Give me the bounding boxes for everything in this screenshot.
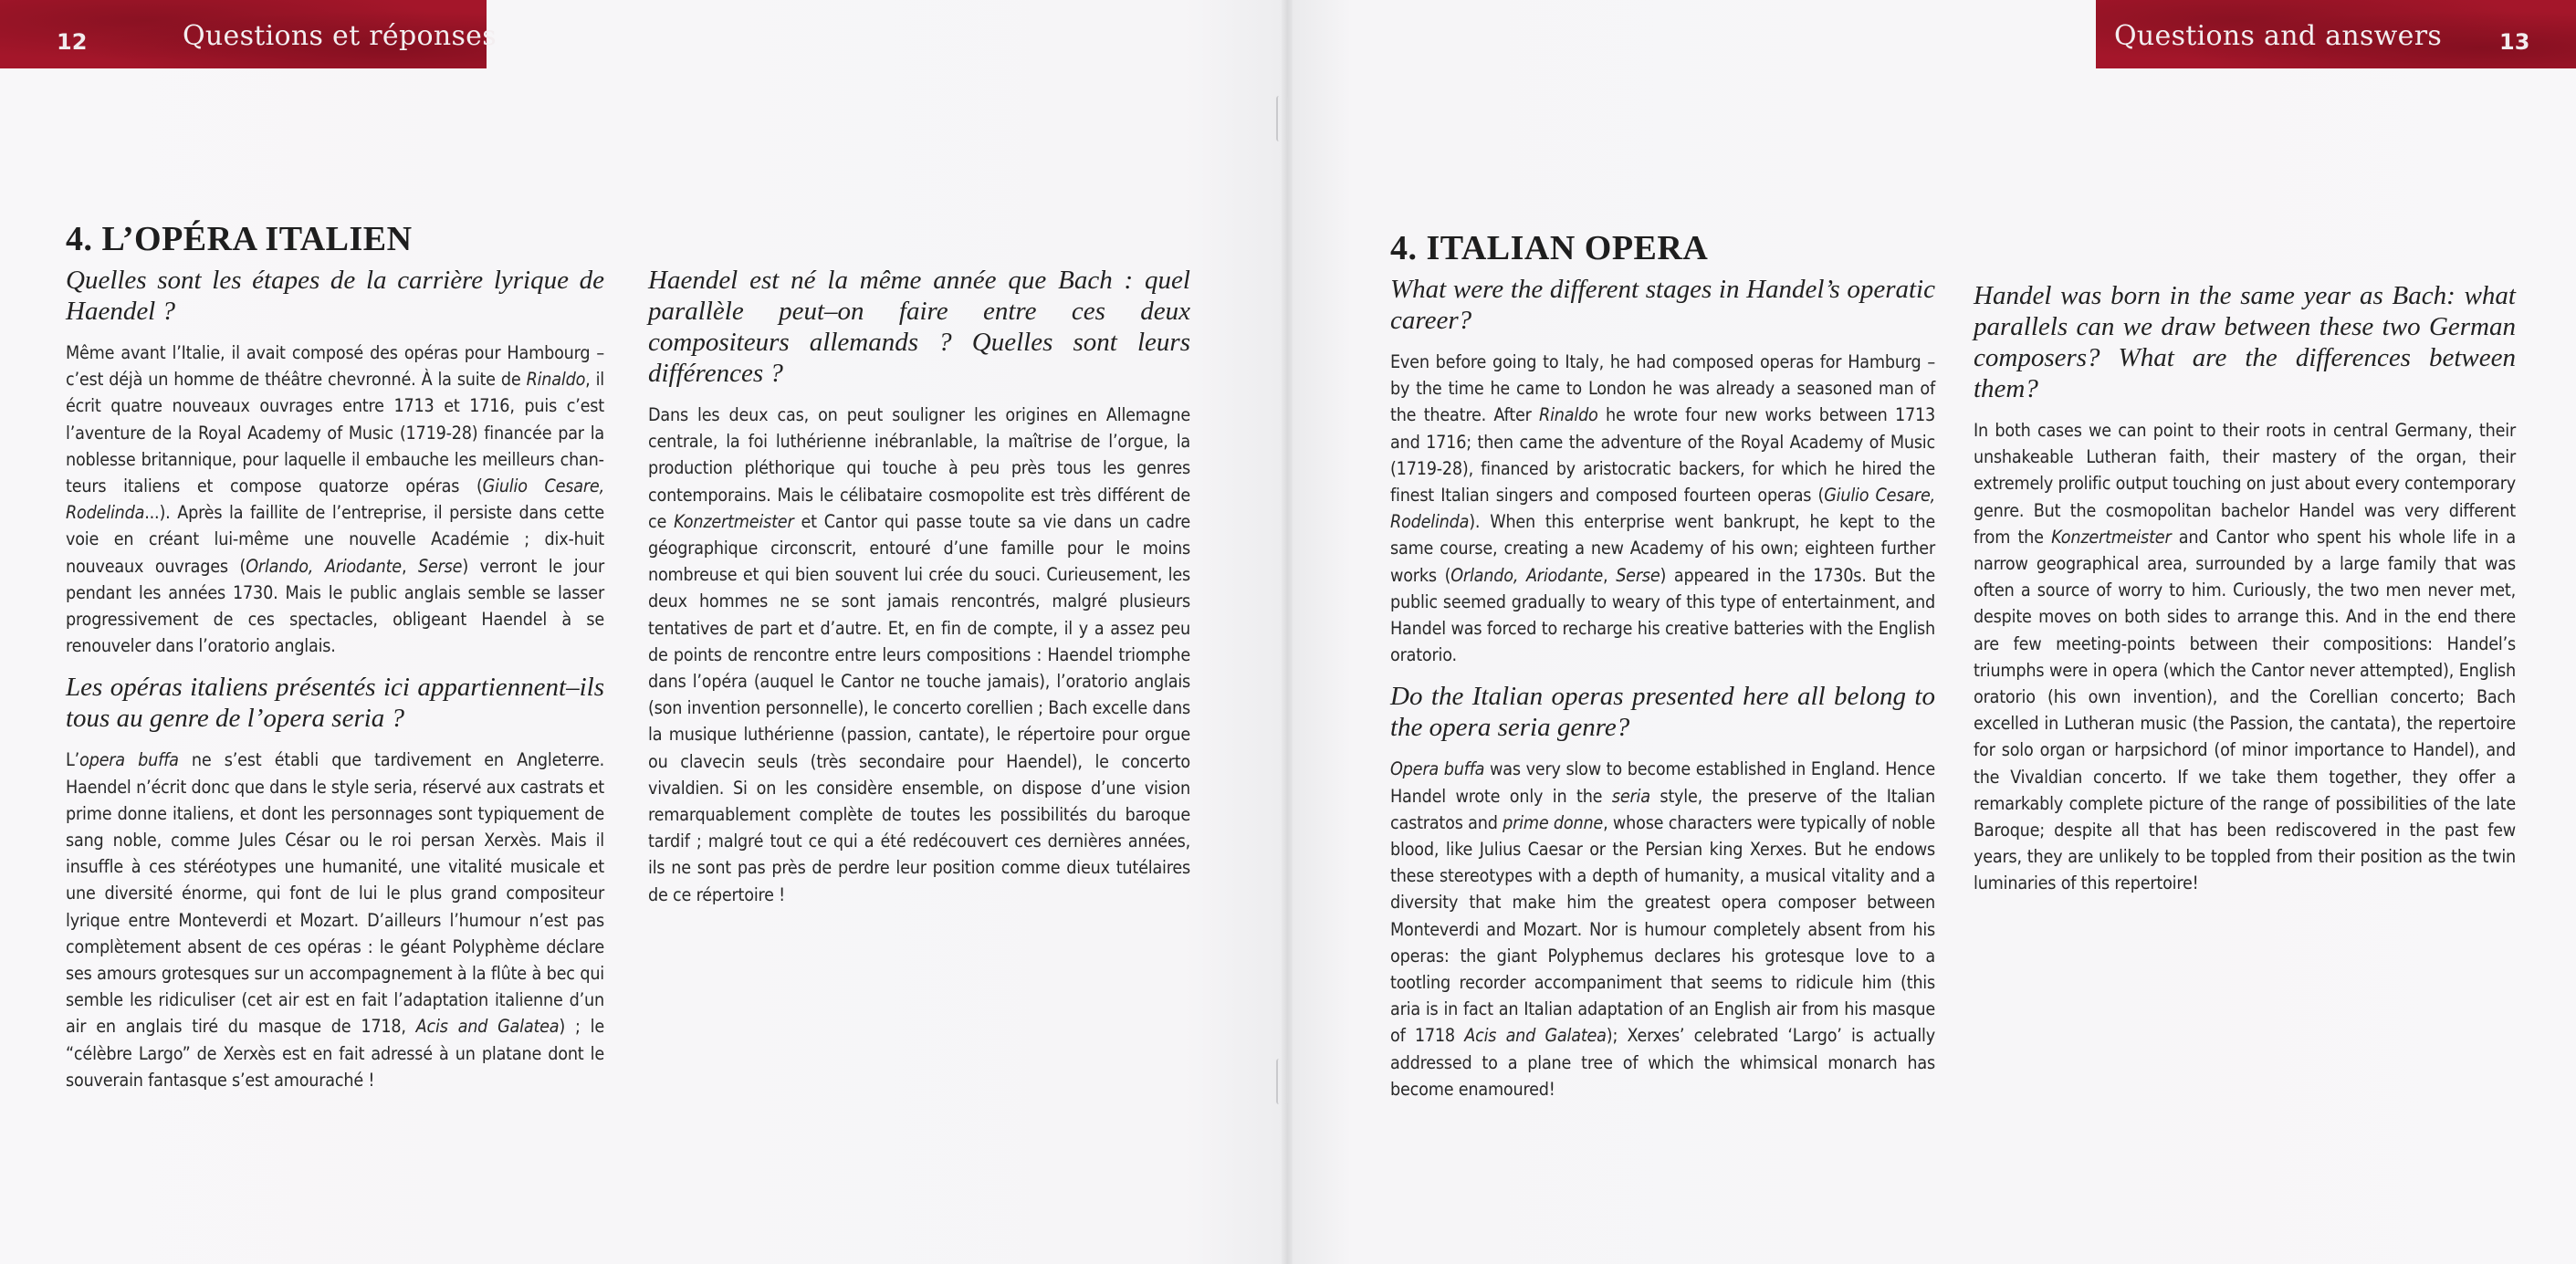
italic-title: Serse (418, 555, 463, 577)
column-2 (648, 265, 1190, 921)
answer-paragraph (648, 402, 1190, 908)
question-heading: Handel was born in the same year as Bach: what parallels can we draw between these two German composers? What are the differences between them? (1974, 281, 2516, 403)
question-heading: Haendel est né la même année que Bach : quel parallèle peut–on faire entre ces deux compositeurs allemands ? Quelles sont leurs différences ? (648, 266, 1190, 388)
page-number: 13 (2499, 29, 2530, 55)
italic-title: Rinaldo (1539, 404, 1598, 426)
answer-paragraph (1390, 349, 1935, 668)
header-band-left (0, 0, 497, 68)
italic-title: Orlando, Ariodante (246, 555, 402, 577)
running-title: Questions et réponses (183, 20, 497, 52)
italic-title: Opera buffa (1390, 758, 1485, 780)
text-run: L’ (66, 749, 80, 771)
running-title: Questions and answers (2114, 20, 2443, 52)
column-3 (1390, 228, 1935, 1115)
column-1 (66, 219, 604, 1106)
text-run: Même avant l’Italie, il avait composé des opéras pour Hambourg – c’est déjà un homme de théâtre chevronné. À la suite de (66, 342, 604, 391)
italic-title: prime donne (1503, 811, 1604, 833)
text-run: was very slow to become established in England. Hence Handel wrote only in the (1390, 758, 1936, 807)
text-run: , (401, 555, 418, 577)
header-band-right (2096, 0, 2576, 68)
italic-title: Orlando, Ariodante (1450, 564, 1604, 586)
italic-title: Rinaldo (526, 369, 586, 391)
text-run: ); Xerxes’ celebrated ‘Largo’ is actually addressed to a plane tree of which the whimsical monarch has become enamoured! (1390, 1025, 1935, 1100)
italic-title: Acis and Galatea (1464, 1025, 1607, 1047)
answer-paragraph (1974, 417, 2516, 897)
text-run: In both cases we can point to their roots in central Germany, their unshakeable Lutheran faith, their mastery of the organ, their extremely prolific output touching on just about every contemporary genre. But the cosmopolitan bachelor Handel was very different from the (1974, 420, 2516, 548)
italic-title: Serse (1616, 564, 1660, 586)
text-run: , il écrit quatre nouveaux ouvrages entre 1713 et 1716, puis c’est l’aventure de la Royal Academy of Music (1719-28) financée par la noblesse britannique, pour laquelle il embauche les meilleurs chanteurs italiens et compose quatorze opéras ( (66, 369, 605, 497)
text-run: ) appeared in the 1730s. But the public seemed gradually to weary of this type of entertainment, and Handel was forced to recharge his creative batteries with the English oratorio. (1390, 564, 1936, 666)
text-run: ne s’est établi que tardivement en Angleterre. Haendel n’écrit donc que dans le style seria, réservé aux castrats et prime donne italiens, et dont les personnages sont typiquement de sang noble, comme Jules César ou le roi persan Xerxès. Mais il insuffle à ces stéréotypes une humanité, une vitalité musicale et une diversité énorme, qui font de lui le plus grand compositeur lyrique entre Monteverdi et Mozart. D’ailleurs l’humour n’est pas complètement absent de ces opéras : le géant Polyphème déclare ses amours grotesques sur un accompagnement à la flûte à bec qui semble les ridiculiser (cet air est en fait l’adaptation italienne d’un air en anglais tiré du masque de 1718, (66, 749, 604, 1038)
text-run: ...). Après la faillite de l’entreprise, il persiste dans cette voie en créant lui-même une nouvelle Académie ; dix-huit nouveaux ouvrages ( (66, 502, 604, 577)
italic-title: Giulio Cesare, Rodelinda (66, 475, 604, 524)
answer-paragraph (1390, 756, 1935, 1102)
staple (1276, 1059, 1288, 1104)
italic-title: Konzertmeister (674, 510, 794, 532)
text-run: Even before going to Italy, he had composed operas for Hamburg – by the time he came to London he was already a seasoned man of the theatre. After (1390, 351, 1935, 426)
text-run: , (1603, 564, 1617, 586)
section-title: 4. ITALIAN OPERA (1390, 229, 1709, 267)
question-heading: Quelles sont les étapes de la carrière lyrique de Haendel ? (66, 266, 604, 326)
italic-title: seria (1611, 785, 1650, 807)
italic-title: Acis and Galatea (415, 1016, 560, 1038)
right-page-english (1287, 0, 2576, 1264)
question-heading: Do the Italian operas presented here all belong to the opera seria genre? (1390, 682, 1935, 743)
italic-title: Giulio Cesare, Rodelinda (1390, 485, 1935, 533)
section-title: 4. L’OPÉRA ITALIEN (66, 220, 413, 258)
answer-paragraph (66, 747, 604, 1093)
text-run: style, the preserve of the Italian castratos and (1390, 785, 1935, 833)
text-run: Dans les deux cas, on peut souligner les origines en Allemagne centrale, la foi luthérienne inébranlable, la maîtrise de l’orgue, la production pléthorique qui touche à peu près tous les genres contemporains. Mais le célibataire cosmopolite est très différent de ce (648, 404, 1190, 532)
text-run: , whose characters were typically of noble blood, like Julius Caesar or the Persian king Xerxes. But he endows these stereotypes with a depth of humanity, a musical vitality and a diversity that make him the greatest opera composer between Monteverdi and Mozart. Nor is humour completely absent from his operas: the giant Polyphemus declares his grotesque love to a tootling recorder accompaniment that seems to ridicule him (this aria is in fact an Italian adaptation of an English air from his masque of 1718 (1390, 811, 1935, 1047)
italic-title: Konzertmeister (2051, 526, 2172, 548)
answer-paragraph (66, 340, 604, 659)
left-page-french (0, 0, 1287, 1264)
text-run: he wrote four new works between 1713 and 1716; then came the adventure of the Royal Academy of Music (1719-28), financed by aristocratic backers, for which he hired the finest Italian singers and composed fourteen operas ( (1390, 404, 1936, 507)
question-heading: What were the different stages in Handel’s operatic career? (1390, 275, 1935, 335)
staple (1276, 96, 1288, 141)
text-run: et Cantor qui passe toute sa vie dans un cadre géographique circonscrit, entouré d’une famille pour le moins nombreuse et qui bien souvent lui crée du souci. Curieusement, les deux hommes ne se sont jamais rencontrés, malgré plusieurs tentatives de part et d’autre. Et, en fin de compte, il y a assez peu de points de rencontre entre leurs compositions : Haendel triomphe dans l’opéra (auquel le Cantor ne touche jamais), l’oratorio anglais (son invention personnelle), le concerto corellien ; Bach excelle dans la musique luthérienne (passion, cantate), le répertoire pour orgue ou clavecin seuls (très secondaire pour Haendel), le concerto vivaldien. Si on les considère ensemble, on dispose d’une vision remarquablement complète de toutes les possibilités du baroque tardif ; malgré tout ce qui a été redécouvert ces dernières années, ils ne sont pas près de perdre leur position comme dieux tutélaires de ce répertoire ! (648, 510, 1190, 905)
text-run: and Cantor who spent his whole life in a narrow geographical area, surrounded by a large family that was often a source of worry to him. Curiously, the two men never met, despite moves on both sides to arrange this. And in the end there are few meeting-points between their compositions: Handel’s triumphs were in opera (which the Cantor never attempted), English oratorio (his own invention), and the Corellian concerto; Bach excelled in Lutheran music (the Passion, the cantata), the repertoire for solo organ or harpsichord (of minor importance to Handel), and the Vivaldian concerto. If we take them together, they offer a remarkably complete picture of the range of possibilities of the late Baroque; despite all that has been rediscovered in the past few years, they are unlikely to be toppled from their position as the twin luminaries of this repertoire! (1974, 526, 2516, 894)
text-run: ) verront le jour pendant les années 1730. Mais le public anglais semble se lasser progressivement de ces spectacles, obligeant Haendel à se renouveler dans l’oratorio anglais. (66, 555, 605, 657)
italic-title: opera buffa (79, 749, 179, 771)
column-4 (1974, 280, 2516, 910)
text-run: ). When this enterprise went bankrupt, he kept to the same course, creating a new Academy of his own; eighteen further works ( (1390, 511, 1935, 586)
page-number: 12 (57, 29, 88, 55)
text-run: ) ; le “célèbre Largo” de Xerxès est en fait adressé à un platane dont le souverain fantasque s’est amouraché ! (66, 1016, 604, 1091)
question-heading: Les opéras italiens présentés ici appartiennent–ils tous au genre de l’opera seria ? (66, 673, 604, 734)
